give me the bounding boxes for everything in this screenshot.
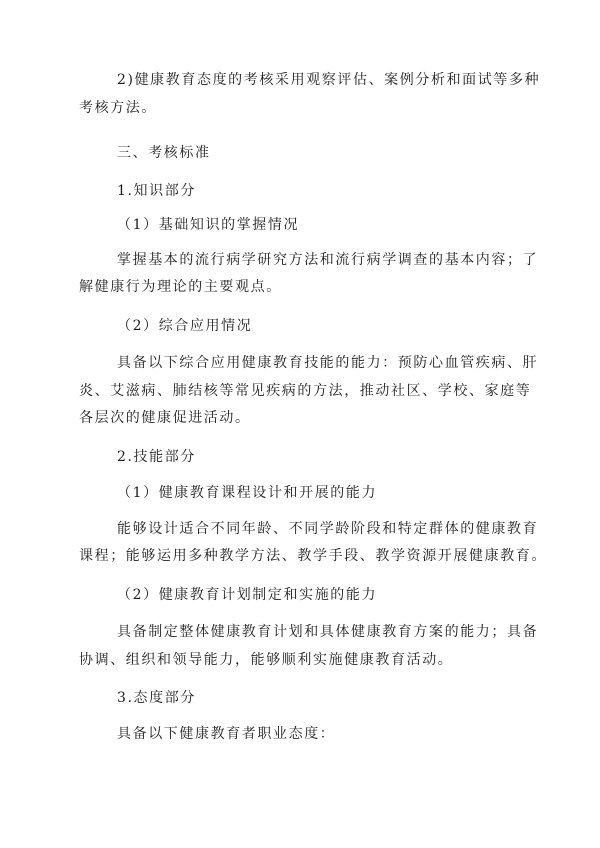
paragraph-comprehensive-application-line-2: 炎、艾滋病、肺结核等常见疾病的方法，推动社区、学校、家庭等 [79,383,532,399]
paragraph-plan-implementation-line-1: 具备制定整体健康教育计划和具体健康教育方案的能力；具备 [117,624,539,640]
paragraph-basic-knowledge-line-2: 解健康行为理论的主要观点。 [79,279,282,295]
item-heading-plan-implementation: （2）健康教育计划制定和实施的能力 [117,587,378,603]
section-heading-standards: 三、考核标准 [117,145,211,161]
paragraph-course-design-line-2: 课程；能够运用多种教学方法、教学手段、教学资源开展健康教育。 [79,548,547,564]
paragraph-attitude-assessment-line-2: 考核方法。 [79,100,157,116]
paragraph-plan-implementation-line-2: 协调、组织和领导能力，能够顺利实施健康教育活动。 [79,652,454,668]
paragraph-comprehensive-application-line-1: 具备以下综合应用健康教育技能的能力：预防心血管疾病、肝 [117,355,539,371]
item-heading-basic-knowledge: （1）基础知识的掌握情况 [117,217,300,233]
paragraph-comprehensive-application-line-3: 各层次的健康促进活动。 [79,410,251,426]
paragraph-attitude-intro: 具备以下健康教育者职业态度： [117,726,336,742]
item-heading-course-design: （1）健康教育课程设计和开展的能力 [117,485,378,501]
item-heading-comprehensive-application: （2）综合应用情况 [117,318,253,334]
paragraph-attitude-assessment-line-1: 2)健康教育态度的考核采用观察评估、案例分析和面试等多种 [117,72,541,88]
paragraph-course-design-line-1: 能够设计适合不同年龄、不同学龄阶段和特定群体的健康教育 [117,521,539,537]
subsection-heading-knowledge: 1.知识部分 [117,183,196,199]
paragraph-basic-knowledge-line-1: 掌握基本的流行病学研究方法和流行病学调查的基本内容；了 [117,252,539,268]
subsection-heading-attitude: 3.态度部分 [117,690,196,706]
subsection-heading-skills: 2.技能部分 [117,449,196,465]
